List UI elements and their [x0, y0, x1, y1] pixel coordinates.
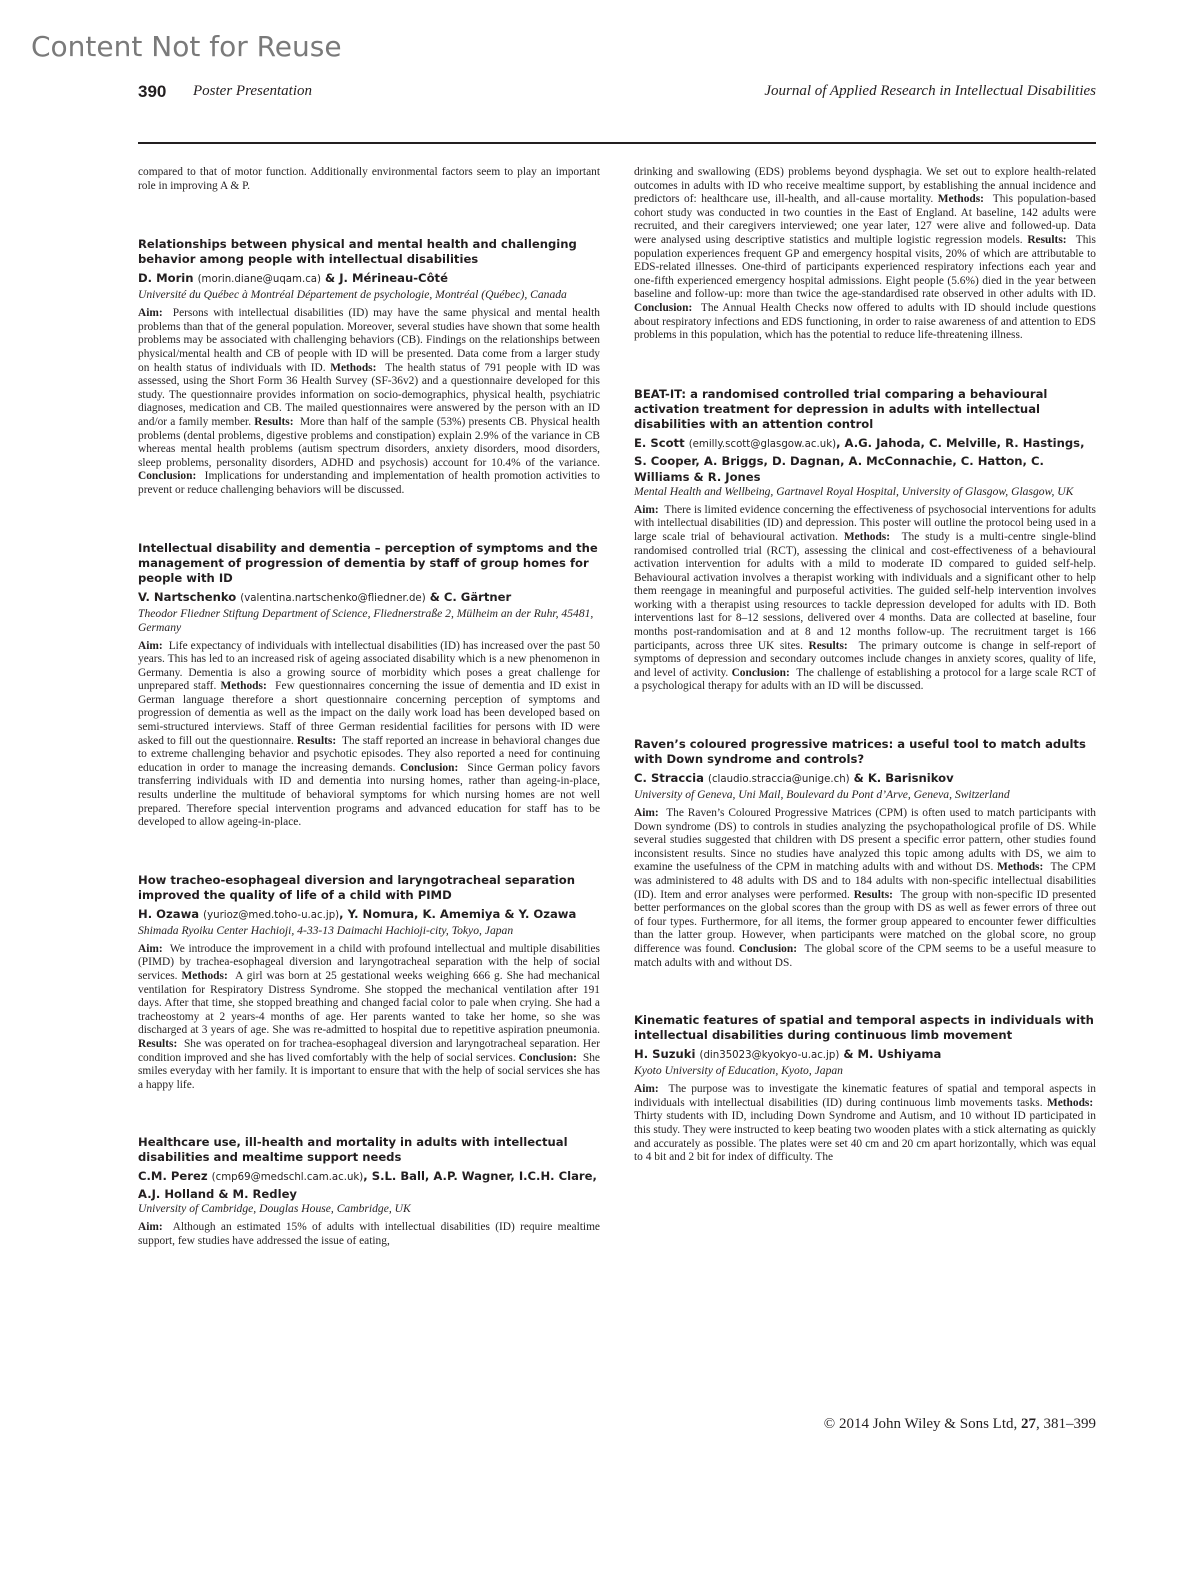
section-text: Thirty students with ID, including Down Syndrome and Autism, and 10 without ID participated in this study. They were instructed to keep beating two wooden plates with a stick alternating as quickly and accurately as possible. The plates were set 40 cm and 20 cm apart horizontally, which was equal to 4 bit and 2 bit for index of difficulty. The	[634, 1110, 1096, 1164]
section-label: Conclusion:	[634, 301, 693, 314]
section-label: Methods:	[330, 361, 377, 374]
author-list	[138, 589, 600, 607]
section-text: The study is a multi-centre single-blind randomised controlled trial (RCT), assessing the clinical and cost-effectiveness of a behavioural activation intervention for adults with a mild to moderate ID compared to guided self-help. Behavioural activation involves a therapist working with individuals and a significant other to help them reengage in meaningful and purposeful activities. The guided self-help intervention involves working with a therapist using resources to tackle depression developed for adults with ID. Both interventions last for 8–12 sessions, delivered over 4 months. Data are collected at baseline, four months post-randomisation and at 8 and 12 months follow-up. The recruitment target is 166 participants, across three UK sites.	[634, 530, 1096, 652]
author-name: R. Jones	[707, 469, 761, 484]
affiliation: Mental Health and Wellbeing, Gartnavel Royal Hospital, University of Glasgow, Glasgow, UK	[634, 484, 1074, 498]
section-text: The staff reported an increase in behavioral changes due to extreme challenging behavior and psychotic episodes. They also reported a need for continuing education in order to manage the increasing demands.	[138, 734, 600, 774]
abstract	[138, 541, 600, 830]
section-label: Methods:	[181, 970, 228, 982]
author-name: H. Suzuki	[634, 1047, 696, 1062]
section-label: Aim:	[634, 1083, 659, 1096]
affiliation: Université du Québec à Montréal Département de psychologie, Montréal (Québec), Canada	[138, 288, 567, 302]
abstract-title: Kinematic features of spatial and temporal aspects in individuals with intellectual disabilities during continuous limb movement	[634, 1013, 1094, 1043]
section-text: More than half of the sample (53%) presents CB. Physical health problems (dental problems, digestive problems and constipation) explain 2.9% of the variance in CB whereas mental health problems (autism spectrum disorders, anxiety disorders, mood disorders, sleep problems, personality disorders, ADHD and psychosis) account for 10.4% of the variance.	[138, 415, 600, 469]
author-list	[634, 435, 1096, 485]
section-label: Methods:	[997, 861, 1044, 874]
right-abstracts	[634, 387, 1096, 1165]
abstract-title: Intellectual disability and dementia – perception of symptoms and the management of progression of dementia by staff of group homes for people with ID	[138, 540, 598, 585]
abstract-title: Relationships between physical and mental health and challenging behavior among people with intellectual disabilities	[138, 237, 577, 267]
affiliation: Shimada Ryoiku Center Hachioji, 4-33-13 Daimachi Hachioji-city, Tokyo, Japan	[138, 923, 514, 937]
section-text: Few questionnaires concerning the issue of dementia and ID exist in German language therefore a short questionnaire concerning perception of symptoms and progression of dementia as well as the impact on the daily work load has been developed based on semi-structured interviews. Staff of three German residential facilities for persons with ID were asked to fill out the questionnaire.	[138, 680, 601, 747]
section-text: drinking and swallowing (EDS) problems beyond dysphagia. We set out to explore health-related outcomes in adults with ID who receive mealtime support, by establishing the annual incidence and predictors of: healthcare use, ill-health, and all-cause mortality.	[634, 166, 1096, 206]
section-label: Aim:	[138, 639, 163, 652]
author-name: M. Redley	[232, 1187, 297, 1202]
author-separator: &	[689, 469, 708, 484]
section-text: A girl was born at 25 gestational weeks weighing 666 g. She had mechanical ventilation for Respiratory Distress Syndrome. She stopped the mechanical ventilation after 191 days. After that time, she stopped breathing and changed facial color to pale when crying. She had a tracheostomy at 2 years-4 months of age. Her parents wanted to take her home, so she was discharged at 3 years of age. She was re-admitted to hospital due to repetitive aspiration pneumonia.	[138, 970, 600, 1037]
section-label: Results:	[296, 734, 337, 747]
abstract	[138, 1135, 600, 1248]
running-head	[138, 82, 1096, 104]
section-label: Methods:	[1046, 1096, 1094, 1109]
section-text: Life expectancy of individuals with intellectual disabilities (ID) has increased over the past 50 years. This has led to an increased risk of ageing associated disability which is a new phenomenon in Germany. Dementia is also a growing source of morbidity which poses a great challenge for unprepared staff.	[138, 639, 600, 693]
author-name: K. Barisnikov	[867, 771, 954, 786]
section-label: Aim:	[634, 807, 659, 820]
abstract-title: Healthcare use, ill-health and mortality in adults with intellectual disabilities and mealtime support needs	[138, 1135, 568, 1165]
footer	[824, 1416, 1096, 1433]
author-name: C. Straccia	[634, 771, 704, 786]
section-label: Results:	[254, 415, 294, 428]
abstract-title: Raven’s coloured progressive matrices: a useful tool to match adults with Down syndrome and controls?	[634, 737, 1086, 767]
author-separator: &	[425, 589, 444, 604]
affiliation: Theodor Fliedner Stiftung Department of Science, Fliednerstraße 2, Mülheim an der Ruhr, 45481, Germany	[138, 606, 594, 634]
section-label: Results:	[138, 1037, 178, 1050]
section-text: The Annual Health Checks now offered to adults with ID should include questions about respiratory infections and EDS functioning, in order to raise awareness of and attention to EDS problems in this population, which has the potential to reduce life-threatening illness.	[634, 301, 1096, 342]
page-number: 390	[138, 82, 167, 101]
header-rule	[138, 142, 1096, 144]
section-text: We introduce the improvement in a child with profound intellectual and multiple disabilities (PIMD) by trachea-esophageal diversion and laryngotracheal separation with the help of social services.	[138, 942, 600, 982]
section-text: Although an estimated 15% of adults with intellectual disabilities (ID) require mealtime support, few studies have addressed the issue of eating,	[138, 1221, 600, 1247]
affiliation: University of Cambridge, Douglas House, Cambridge, UK	[138, 1202, 411, 1216]
author-separator: &	[214, 1187, 233, 1202]
author-name: E. Scott	[634, 435, 685, 450]
author-email: (cmp69@medschl.cam.ac.uk)	[211, 1172, 364, 1184]
author-email: (morin.diane@uqam.ca)	[197, 274, 322, 286]
section-name: Poster Presentation	[193, 83, 313, 99]
abstract-body	[634, 807, 1096, 970]
abstract-body	[138, 943, 600, 1093]
section-label: Conclusion:	[138, 470, 197, 483]
abstract-body	[138, 640, 600, 830]
section-label: Methods:	[843, 530, 891, 543]
author-list	[634, 770, 1096, 788]
author-name: Y. Ozawa	[518, 906, 577, 921]
section-label: Aim:	[138, 307, 163, 320]
author-email: (din35023@kyokyo-u.ac.jp)	[699, 1050, 840, 1062]
section-label: Results:	[853, 888, 893, 901]
abstract	[634, 387, 1096, 694]
abstract-body	[138, 1221, 600, 1248]
author-list	[138, 270, 600, 288]
volume: 27	[1021, 1416, 1036, 1432]
author-email: (claudio.straccia@unige.ch)	[707, 774, 850, 786]
section-text: This population experiences frequent GP and emergency hospital visits, 20% of which are attributable to EDS-related illnesses. One-third of participants experienced respiratory infections each year and one-fifth experienced emergency hospital admissions. Eight people (5.6%) died in the year between baseline and follow-up: more than twice the age-standardised rate observed in other adults with ID.	[634, 233, 1096, 301]
author-name: C.M. Perez	[138, 1169, 208, 1184]
abstract	[634, 1013, 1096, 1165]
section-label: Results:	[808, 639, 848, 652]
section-text: The purpose was to investigate the kinematic features of spatial and temporal aspects in individuals with intellectual disabilities (ID) during continuous limb movements tasks.	[634, 1083, 1096, 1109]
journal-name: Journal of Applied Research in Intellectual Disabilities	[764, 83, 1096, 99]
author-name: M. Ushiyama	[857, 1047, 942, 1062]
abstract	[634, 737, 1096, 970]
section-text: Implications for understanding and implementation of health promotion activities to prevent or reduce challenging behaviors will be discussed.	[138, 470, 600, 496]
author-name: Y. Nomura, K. Amemiya	[347, 906, 501, 921]
author-name: J. Mérineau-Côté	[339, 271, 448, 286]
abstract-title: How tracheo-esophageal diversion and laryngotracheal separation improved the quality of life of a child with PIMD	[138, 872, 575, 902]
abstract	[138, 237, 600, 497]
section-text: The group with non-specific ID presented better performances on the global scores than the group with DS as well as fewer errors of three out of four types. Furthermore, for all items, the former group appeared to encounter fewer difficulties than the latter group. However, when participants were matched on the global score, no group difference was found.	[634, 888, 1096, 955]
affiliation: University of Geneva, Uni Mail, Boulevard du Pont d’Arve, Geneva, Switzerland	[634, 788, 1010, 802]
section-text: The health status of 791 people with ID was assessed, using the Short Form 36 Health Survey (SF-36v2) and a questionnaire developed for this study. The questionnaire provides information on socio-demographics, physical health, psychiatric diagnoses, medication and CB. The mailed questionnaires were answered by the person with an ID and/or a family member.	[138, 361, 600, 428]
section-text: The global score of the CPM seems to be a useful measure to match adults with and without DS.	[634, 942, 1096, 969]
right-continuation-text	[634, 166, 1096, 343]
author-name: S.L. Ball, A.P. Wagner, I.C.H. Clare, A.J. Holland	[138, 1169, 597, 1202]
section-label: Conclusion:	[400, 761, 459, 774]
section-text: The primary outcome is change in self-report of symptoms of depression and secondary outcomes include changes in anxiety scores, quality of life, and level of activity.	[634, 639, 1096, 679]
abstract-body	[634, 504, 1096, 694]
section-text: The challenge of establishing a protocol for a large scale RCT of a psychological therapy for adults with an ID will be discussed.	[634, 666, 1096, 693]
author-name: V. Nartschenko	[138, 589, 237, 604]
author-email: (valentina.nartschenko@fliedner.de)	[240, 592, 426, 604]
section-label: Methods:	[220, 680, 267, 693]
abstract-title: BEAT-IT: a randomised controlled trial comparing a behavioural activation treatment for depression in adults with intellectual disabilities with an attention control	[634, 386, 1048, 431]
right-column	[634, 166, 1096, 1208]
author-name: A.G. Jahoda, C. Melville, R. Hastings, S. Cooper, A. Briggs, D. Dagnan, A. McConnachie, C. Hatton, C. Williams	[634, 435, 1085, 484]
section-label: Conclusion:	[738, 942, 797, 955]
author-separator: ,	[363, 1169, 372, 1184]
author-separator: &	[321, 271, 340, 286]
author-name: D. Morin	[138, 271, 194, 286]
abstract-body	[634, 1083, 1096, 1165]
author-list	[138, 1168, 600, 1202]
section-text: Persons with intellectual disabilities (ID) may have the same physical and mental health problems than that of the general population. Moreover, several studies have shown that some health problems may be associated with challenging behaviors (CB). Findings on the relationships between physical/mental health and CB of people with ID will be presented. Data come from a larger study on health status of individuals with ID.	[138, 307, 600, 374]
author-list	[138, 906, 600, 924]
author-email: (yurioz@med.toho-u.ac.jp)	[203, 909, 340, 921]
section-text: There is limited evidence concerning the effectiveness of psychosocial interventions for adults with intellectual disabilities (ID) and depression. This poster will outline the protocol being used in a large scale trial of behavioural activation.	[634, 503, 1096, 543]
section-text: The CPM was administered to 48 adults with DS and to 184 adults with non-specific intellectual disabilities (ID). Item and error analyses were performed.	[634, 861, 1096, 901]
section-label: Aim:	[138, 1221, 163, 1234]
left-abstracts	[138, 237, 600, 1248]
author-separator: &	[500, 906, 519, 921]
page-range: , 381–399	[1036, 1416, 1096, 1432]
section-text: The Raven’s Coloured Progressive Matrices (CPM) is often used to match participants with Down syndrome (DS) to controls in studies analyzing the psychopathological profile of DS. While several studies suggested that children with DS present a specific error pattern, other studies found inconsistent results. Since no studies have analyzed this topic among adults with DS, we aim to examine the usefulness of the CPM in matching adults with and without DS.	[634, 807, 1096, 874]
abstract	[138, 873, 600, 1093]
affiliation: Kyoto University of Education, Kyoto, Japan	[634, 1064, 843, 1078]
section-text: She smiles everyday with her family. It is important to ensure that with the help of social services she has a happy life.	[138, 1051, 600, 1091]
section-label: Conclusion:	[518, 1051, 577, 1064]
author-name: C. Gärtner	[443, 589, 512, 604]
author-separator: ,	[339, 906, 348, 921]
author-separator: &	[839, 1047, 858, 1062]
author-email: (emilly.scott@glasgow.ac.uk)	[688, 438, 837, 450]
continuation-text: compared to that of motor function. Additionally environmental factors seem to play an important role in improving A & P.	[138, 166, 600, 192]
section-text: Since German policy favors transferring individuals with ID and dementia into nursing homes, rather than ageing-in-place, results underline the multitude of behavioral symptoms for which nursing homes are not well prepared. Therefore special intervention programs and advanced education for staff has to be developed to allow ageing-in-place.	[138, 761, 600, 829]
section-label: Methods:	[937, 193, 984, 206]
section-label: Results:	[1027, 233, 1067, 246]
section-label: Aim:	[634, 503, 659, 516]
section-label: Conclusion:	[731, 666, 790, 679]
author-separator: &	[849, 771, 868, 786]
left-column	[138, 166, 600, 1292]
section-label: Aim:	[138, 942, 163, 955]
author-list	[634, 1046, 1096, 1064]
section-text: She was operated on for trachea-esophageal diversion and laryngotracheal separation. Her condition improved and she has lived comfortably with the help of social services.	[138, 1037, 600, 1064]
abstract-body	[138, 307, 600, 497]
watermark: Content Not for Reuse	[31, 30, 342, 63]
copyright: © 2014 John Wiley & Sons Ltd,	[823, 1416, 1018, 1432]
author-separator: ,	[836, 435, 845, 450]
section-text: This population-based cohort study was conducted in two counties in the East of England. At baseline, 142 adults were recruited, and their caregivers interviewed; one year later, 127 were alive and followed-up. Data were analysed using descriptive statistics and multiple logistic regression models.	[634, 193, 1096, 246]
author-name: H. Ozawa	[138, 906, 200, 921]
